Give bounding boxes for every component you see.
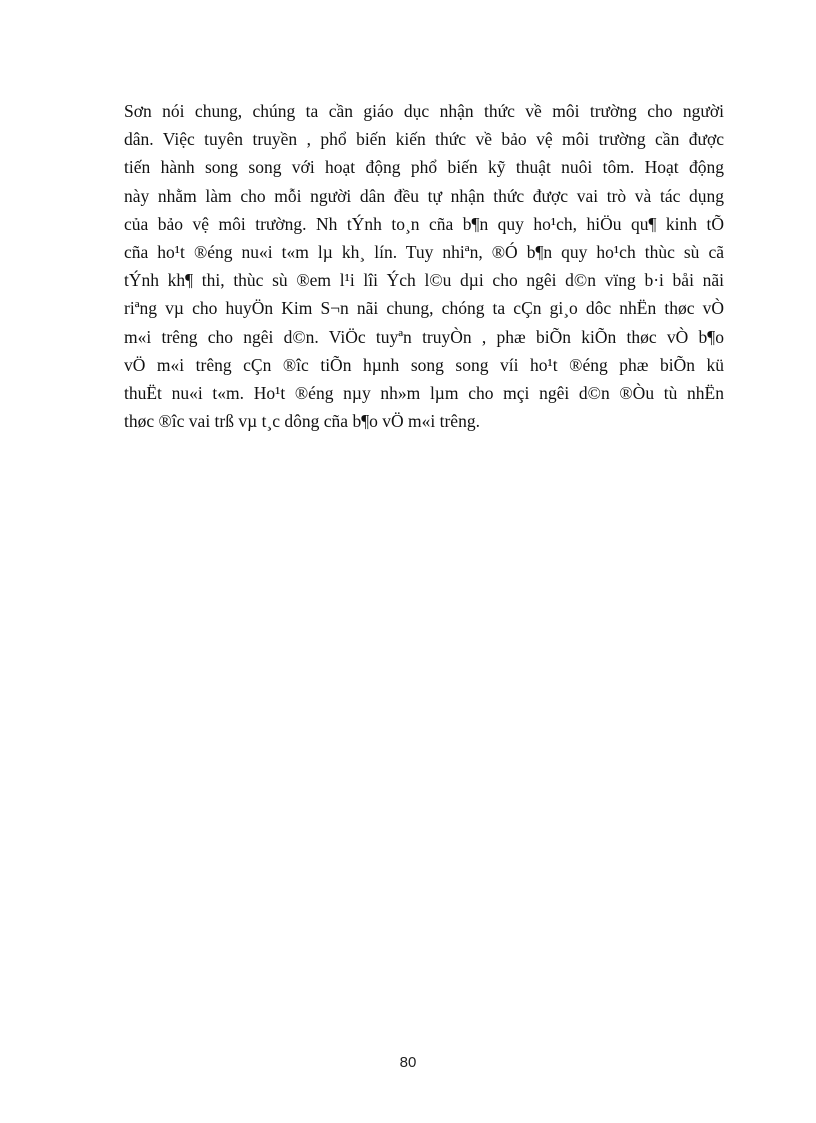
paragraph-line: tÝnh kh¶ thi, thùc sù ®em l¹i lîi Ých l©u dµi cho ngêi d©n vïng b·i båi nãi	[124, 270, 724, 291]
paragraph-line: thøc ®îc vai trß vµ t¸c dông cña b¶o vÖ m«i trêng.	[124, 411, 480, 432]
paragraph-line: thuËt nu«i t«m. Ho¹t ®éng nµy nh»m lµm cho mçi ngêi d©n ®Òu tù nhËn	[124, 382, 724, 403]
page-number: 80	[399, 1054, 417, 1071]
paragraph-line: cña ho¹t ®éng nu«i t«m lµ kh¸ lín. Tuy nhiªn, ®Ó b¶n quy ho¹ch thùc sù cã	[124, 241, 724, 262]
body-paragraph	[124, 97, 724, 435]
paragraph-line: dân. Việc tuyên truyền , phổ biến kiến thức về bảo vệ môi trường cần được	[124, 129, 724, 150]
paragraph-line: riªng vµ cho huyÖn Kim S¬n nãi chung, chóng ta cÇn gi¸o dôc nhËn thøc vÒ	[124, 298, 724, 319]
paragraph-line: m«i trêng cho ngêi d©n. ViÖc tuyªn truyÒn , phæ biÕn kiÕn thøc vÒ b¶o	[124, 326, 724, 347]
paragraph-line: tiến hành song song với hoạt động phổ biến kỹ thuật nuôi tôm. Hoạt động	[124, 157, 724, 178]
paragraph-line: của bảo vệ môi trường. Nh tÝnh to¸n cña b¶n quy ho¹ch, hiÖu qu¶ kinh tÕ	[124, 213, 724, 234]
paragraph-line: này nhằm làm cho mỗi người dân đều tự nhận thức được vai trò và tác dụng	[124, 185, 724, 206]
paragraph-line: vÖ m«i trêng cÇn ®îc tiÕn hµnh song song víi ho¹t ®éng phæ biÕn kü	[124, 354, 724, 375]
paragraph-line: Sơn nói chung, chúng ta cần giáo dục nhận thức về môi trường cho người	[124, 101, 724, 121]
